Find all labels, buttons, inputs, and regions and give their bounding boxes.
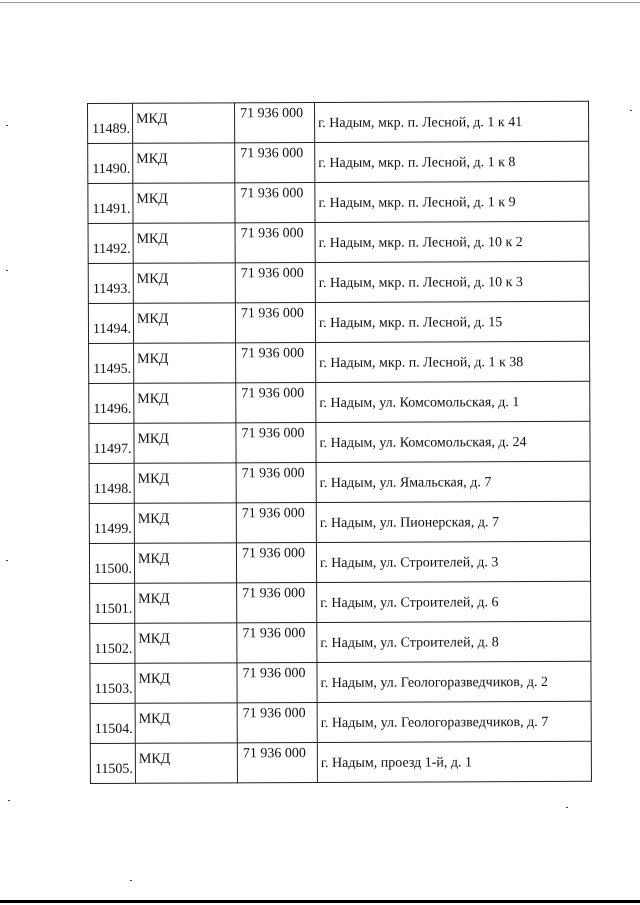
object-type: МКД (136, 311, 169, 327)
address: г. Надым, проезд 1-й, д. 1 (320, 755, 473, 771)
scan-speck (566, 807, 568, 808)
scan-top-edge (0, 2, 640, 3)
address-cell (316, 381, 590, 422)
address-cell (317, 621, 591, 662)
object-type-cell (133, 223, 235, 263)
oktmo-code-cell (236, 543, 316, 583)
row-number-cell (90, 743, 135, 783)
oktmo-code: 71 936 000 (241, 546, 306, 562)
address: г. Надым, ул. Пионерская, д. 7 (319, 515, 500, 531)
object-type-cell (135, 703, 237, 743)
object-type-cell (134, 423, 236, 463)
address: г. Надым, мкр. п. Лесной, д. 1 к 41 (318, 115, 523, 131)
row-number: 11493. (92, 281, 131, 297)
oktmo-code: 71 936 000 (241, 386, 305, 402)
object-type-cell (135, 663, 237, 703)
table-row (90, 581, 591, 623)
address-cell (317, 661, 591, 702)
object-type-cell (134, 343, 236, 383)
row-number-cell (89, 383, 134, 423)
table-row (88, 101, 589, 143)
row-number-cell (90, 703, 135, 743)
row-number: 11492. (92, 241, 131, 257)
table-row (90, 701, 591, 743)
row-number-cell (88, 143, 133, 183)
oktmo-code-cell (236, 463, 316, 503)
object-type-cell (135, 583, 237, 623)
oktmo-code-cell (237, 703, 317, 743)
row-number-cell (90, 623, 135, 663)
object-type-cell (134, 383, 236, 423)
object-type: МКД (138, 591, 170, 607)
oktmo-code: 71 936 000 (241, 346, 305, 362)
row-number-cell (88, 103, 133, 143)
row-number: 11503. (94, 681, 133, 697)
oktmo-code: 71 936 000 (242, 586, 306, 602)
address-cell (316, 461, 590, 502)
object-type: МКД (137, 551, 170, 567)
address: г. Надым, мкр. п. Лесной, д. 10 к 3 (318, 275, 523, 291)
oktmo-code-cell (237, 743, 317, 783)
oktmo-code: 71 936 000 (240, 146, 304, 162)
address: г. Надым, ул. Геологоразведчиков, д. 7 (320, 714, 549, 731)
object-type-cell (133, 183, 235, 223)
oktmo-code-cell (235, 183, 315, 223)
table-row (89, 461, 590, 503)
object-type-cell (133, 143, 235, 183)
table-row (89, 341, 590, 383)
row-number: 11494. (92, 321, 132, 337)
row-number: 11495. (93, 361, 132, 377)
scan-bottom-edge (0, 900, 640, 903)
object-type: МКД (136, 271, 169, 287)
row-number: 11497. (93, 441, 132, 457)
oktmo-code-cell (237, 623, 317, 663)
address-cell (316, 501, 590, 542)
object-type-cell (134, 543, 236, 583)
object-type: МКД (136, 191, 168, 207)
scan-speck (6, 560, 8, 561)
address: г. Надым, ул. Геологоразведчиков, д. 2 (320, 674, 549, 691)
row-number: 11501. (94, 601, 133, 617)
row-number: 11491. (92, 201, 131, 217)
object-type: МКД (138, 711, 171, 727)
oktmo-code: 71 936 000 (242, 746, 306, 762)
address-cell (315, 101, 589, 142)
address: г. Надым, мкр. п. Лесной, д. 1 к 38 (319, 355, 524, 371)
oktmo-code-cell (235, 263, 315, 303)
oktmo-code-cell (235, 143, 315, 183)
table-row (89, 501, 590, 543)
address: г. Надым, ул. Комсомольская, д. 1 (319, 395, 520, 411)
address-cell (315, 141, 589, 182)
table-row (88, 221, 589, 263)
address-cell (315, 181, 589, 222)
oktmo-code-cell (235, 223, 315, 263)
row-number: 11498. (93, 481, 132, 497)
object-type-cell (133, 103, 235, 143)
address-cell (317, 741, 591, 782)
address-cell (315, 221, 589, 262)
object-type: МКД (137, 391, 169, 407)
object-type: МКД (138, 671, 170, 687)
table-row (89, 541, 590, 583)
oktmo-code-cell (236, 423, 316, 463)
row-number-cell (89, 543, 134, 583)
row-number: 11490. (92, 161, 131, 177)
address-cell (317, 581, 591, 622)
table-row (90, 621, 591, 663)
object-type: МКД (138, 751, 171, 767)
row-number: 11504. (94, 721, 133, 737)
address: г. Надым, ул. Комсомольская, д. 24 (319, 435, 527, 451)
oktmo-code-cell (235, 103, 315, 143)
address: г. Надым, ул. Ямальская, д. 7 (319, 475, 492, 491)
row-number-cell (90, 583, 135, 623)
oktmo-code-cell (237, 583, 317, 623)
address: г. Надым, ул. Строителей, д. 6 (320, 595, 499, 611)
object-type-cell (135, 743, 237, 783)
object-type: МКД (136, 111, 168, 127)
object-type-cell (133, 303, 235, 343)
object-type-cell (134, 503, 236, 543)
oktmo-code: 71 936 000 (241, 426, 305, 442)
address-cell (317, 701, 591, 742)
row-number: 11499. (93, 521, 132, 537)
row-number-cell (89, 423, 134, 463)
table-row (89, 381, 590, 423)
oktmo-code: 71 936 000 (241, 506, 305, 522)
oktmo-code: 71 936 000 (240, 106, 304, 122)
row-number-cell (89, 343, 134, 383)
object-type: МКД (137, 511, 170, 527)
table-row (88, 141, 589, 183)
oktmo-code: 71 936 000 (240, 306, 304, 322)
object-type: МКД (137, 471, 170, 487)
table-row (88, 261, 589, 303)
scan-speck (6, 270, 8, 271)
object-type: МКД (137, 431, 169, 447)
scan-speck (130, 880, 132, 881)
oktmo-code: 71 936 000 (242, 626, 306, 642)
scan-speck (630, 110, 632, 111)
object-type-cell (135, 623, 237, 663)
row-number-cell (88, 183, 133, 223)
address: г. Надым, ул. Строителей, д. 8 (320, 635, 499, 651)
row-number: 11502. (94, 641, 133, 657)
oktmo-code-cell (236, 503, 316, 543)
table-body (88, 101, 592, 783)
table-row (89, 421, 590, 463)
row-number-cell (89, 463, 134, 503)
row-number: 11500. (94, 561, 133, 577)
buildings-table (87, 101, 592, 784)
table-row (90, 741, 591, 783)
oktmo-code: 71 936 000 (240, 226, 304, 242)
address: г. Надым, мкр. п. Лесной, д. 15 (318, 315, 503, 331)
object-type: МКД (136, 151, 168, 167)
row-number-cell (90, 663, 135, 703)
row-number: 11505. (94, 761, 133, 777)
object-type: МКД (136, 231, 168, 247)
object-type-cell (133, 263, 235, 303)
object-type-cell (134, 463, 236, 503)
oktmo-code-cell (236, 383, 316, 423)
oktmo-code-cell (236, 343, 316, 383)
table-row (90, 661, 591, 703)
oktmo-code: 71 936 000 (242, 666, 306, 682)
row-number: 11489. (92, 121, 131, 137)
oktmo-code: 71 936 000 (240, 266, 304, 282)
row-number-cell (88, 263, 133, 303)
scan-speck (6, 125, 8, 126)
table-row (88, 301, 589, 343)
address-cell (316, 421, 590, 462)
address-cell (315, 301, 589, 342)
address-cell (316, 341, 590, 382)
oktmo-code-cell (235, 303, 315, 343)
address-cell (315, 261, 589, 302)
address: г. Надым, мкр. п. Лесной, д. 10 к 2 (318, 235, 523, 251)
address-cell (316, 541, 590, 582)
address: г. Надым, ул. Строителей, д. 3 (319, 555, 499, 571)
object-type: МКД (137, 351, 169, 367)
address: г. Надым, мкр. п. Лесной, д. 1 к 8 (318, 155, 516, 171)
table-row (88, 181, 589, 223)
row-number-cell (89, 503, 134, 543)
address: г. Надым, мкр. п. Лесной, д. 1 к 9 (318, 195, 516, 211)
oktmo-code: 71 936 000 (240, 186, 304, 202)
oktmo-code-cell (237, 663, 317, 703)
object-type: МКД (138, 631, 170, 647)
row-number-cell (88, 223, 133, 263)
oktmo-code: 71 936 000 (242, 706, 306, 722)
row-number-cell (88, 303, 133, 343)
scan-speck (8, 800, 10, 801)
row-number: 11496. (93, 401, 132, 417)
oktmo-code: 71 936 000 (241, 466, 305, 482)
